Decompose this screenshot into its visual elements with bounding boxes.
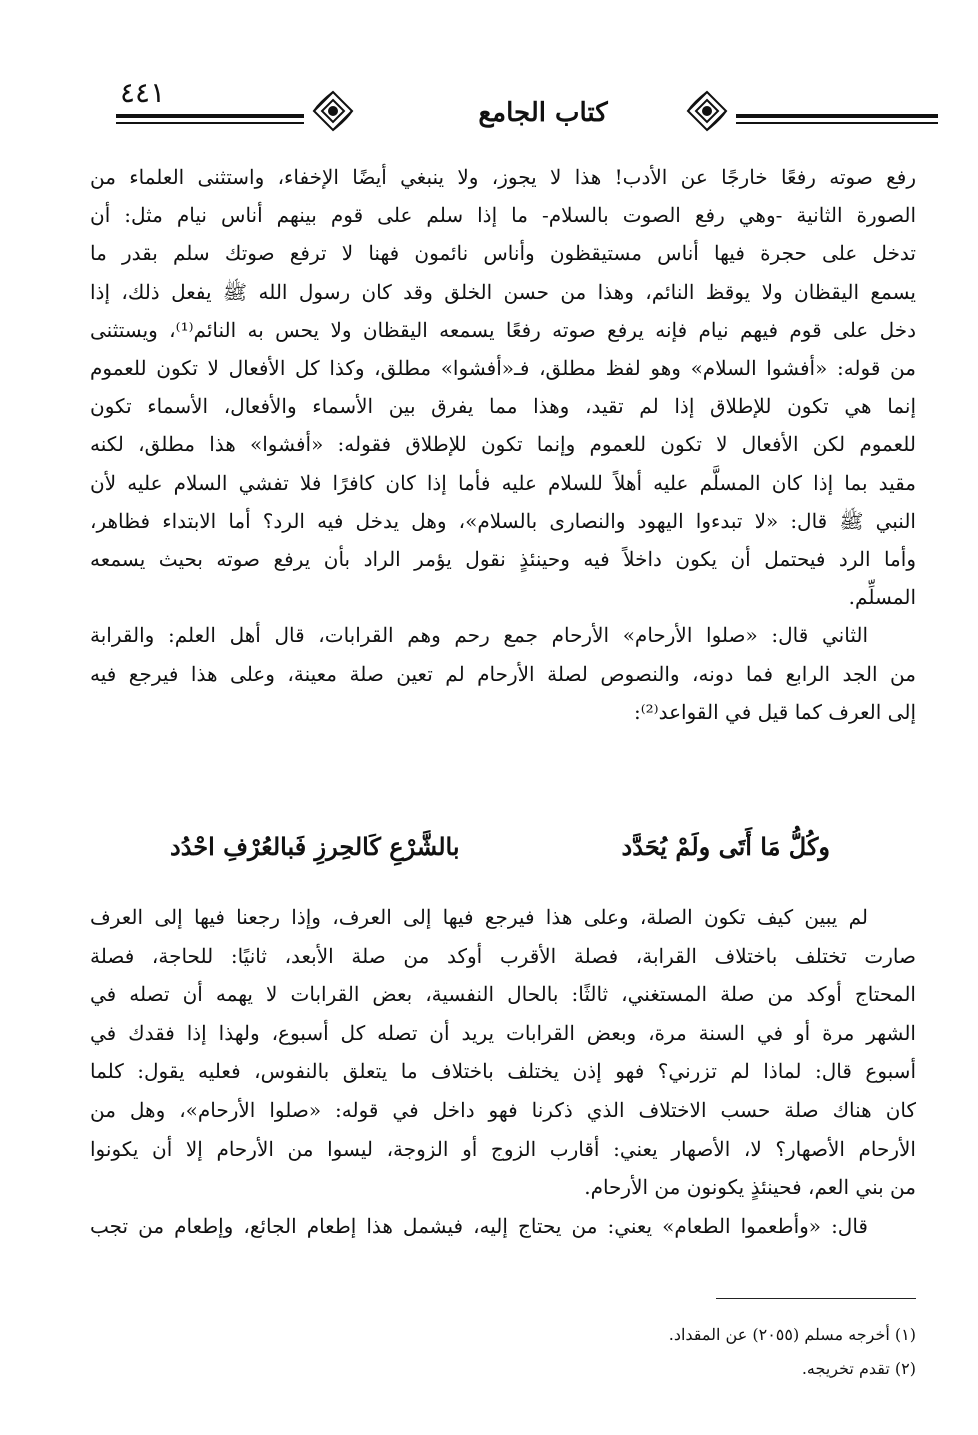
text-line: من قوله: «أفشوا السلام» وهو لفظ مطلق، فـ«أفشوا» مطلق، وكذا كل الأفعال لا تكون للعموم [90,356,916,381]
text-line: النبي ﷺ قال: «لا تبدءوا اليهود والنصارى بالسلام»، وهل يدخل فيه الرد؟ أما الابتداء فظاهر، [90,508,916,533]
text-line: دخل على قوم فيهم نيام فإنه يرفع صوته رفعًا يسمعه اليقظان ولا يحس به النائم⁽¹⁾، ويستثنى [90,317,916,342]
verse-first-hemistich: وكُلُّ مَا أَتَى ولَمْ يُحَدَّد [621,832,830,861]
text-line: كان هناك صلة حسب الاختلاف الذي ذكرنا فهو داخل في قوله: «صلوا الأرحام»، وهل من [90,1097,916,1122]
text-line: إنما هي تكون للإطلاق إذا لم تقيد، وهذا مما يفرق بين الأسماء والأفعال، الأسماء تكون [90,394,916,419]
text-line: قال: «وأطعموا الطعام» يعني: من يحتاج إليه، فيشمل هذا إطعام الجائع، وإطعام من تجب [90,1213,868,1238]
floral-ornament-icon [684,88,730,134]
footnote-1: (١) أخرجه مسلم (٢٠٥٥) عن المقداد. [668,1325,916,1344]
text-line: صارت تختلف باختلاف القرابة، فصلة الأقرب أوكد من صلة الأبعد، ثانيًا: للحاجة، فصلة [90,943,916,968]
verse-second-hemistich: بالشَّرْعِ كَالحِرزِ فَبالعُرْفِ احْدُد [170,832,460,861]
text-line: رفع صوته رفعًا خارجًا عن الأدب! هذا لا يجوز، ولا ينبغي أيضًا الإخفاء، واستثنى العلماء من [90,165,916,189]
text-line: للعموم لكن الأفعال لا تكون للعموم وإنما تكون للإطلاق فقوله: «أفشوا» هذا مطلق، لكنه [90,432,916,457]
text-line: الشهر مرة أو في السنة مرة، وبعض القرابات يريد أن تصله كل أسبوع، ولهذا إذا فقدك في [90,1020,916,1045]
book-title: كتاب الجامع [478,98,608,128]
text-line: الأرحام الأصهار؟ لا، الأصهار يعني: أقارب الزوج أو الزوجة، ليسوا من الأرحام إلا أن يكونوا [90,1136,916,1161]
page-header [58,76,938,148]
header-rule-left [116,114,304,118]
text-line: الصورة الثانية -وهي رفع الصوت بالسلام- ما إذا سلم على قوم بينهم أناس نيام مثل: أن [90,203,916,228]
text-line: وأما الرد فيحتمل أن يكون داخلاً فيه وحينئذٍ نقول يؤمر الراد بأن يرفع صوته بحيث يسمعه [90,547,916,572]
header-rule-right-thin [736,122,938,124]
text-line: من الجد الرابع فما دونه، والنصوص لصلة الأرحام لم تعين صلة معينة، وعلى هذا فيرجع فيه [90,661,916,686]
text-line: المسلِّم. [848,585,916,610]
main-text [90,158,916,731]
footnote-separator [716,1298,916,1299]
page-number: ٤٤١ [120,76,166,109]
main-text-continued [90,898,916,1245]
header-rule-left-thin [116,122,304,124]
header-rule-right [736,114,938,118]
text-line: تدخل على حجرة فيها أناس مستيقظون وأناس نائمون فهنا لا ترفع صوتك سلم بقدر ما [90,241,916,266]
poem-verse [170,832,830,878]
footnotes [669,1318,916,1386]
text-line: إلى العرف كما قيل في القواعد⁽²⁾: [633,699,916,724]
text-line: لم يبين كيف تكون الصلة، وعلى هذا فيرجع فيها إلى العرف، وإذا رجعنا فيها إلى العرف [90,905,868,929]
text-line: من بني العم، فحينئذٍ يكونون من الأرحام. [584,1175,916,1200]
text-line: الثاني قال: «صلوا الأرحام» الأرحام جمع رحم وهم القرابات، قال أهل العلم: والقرابة [90,623,868,648]
footnote-2: (٢) تقدم تخريجه. [801,1359,916,1378]
floral-ornament-icon [310,88,356,134]
text-line: أسبوع قال: لماذا لم تزرني؟ فهو إذن يختلف باختلاف ما يتعلق بالنفوس، فعليه يقول: كلما [90,1059,916,1084]
text-line: المحتاج أوكد من صلة المستغني، ثالثًا: بالحال النفسية، بعض القرابات لا يهمه أن تصله في [90,982,916,1007]
text-line: مقيد بما إذا كان المسلَّم عليه أهلاً للسلام عليه فأما إذا كان كافرًا فلا تفشي السلام عليه لأن [90,470,916,495]
text-line: يسمع اليقظان ولا يوقظ النائم، وهذا من حسن الخلق وقد كان رسول الله ﷺ يفعل ذلك، إذا [90,279,916,304]
